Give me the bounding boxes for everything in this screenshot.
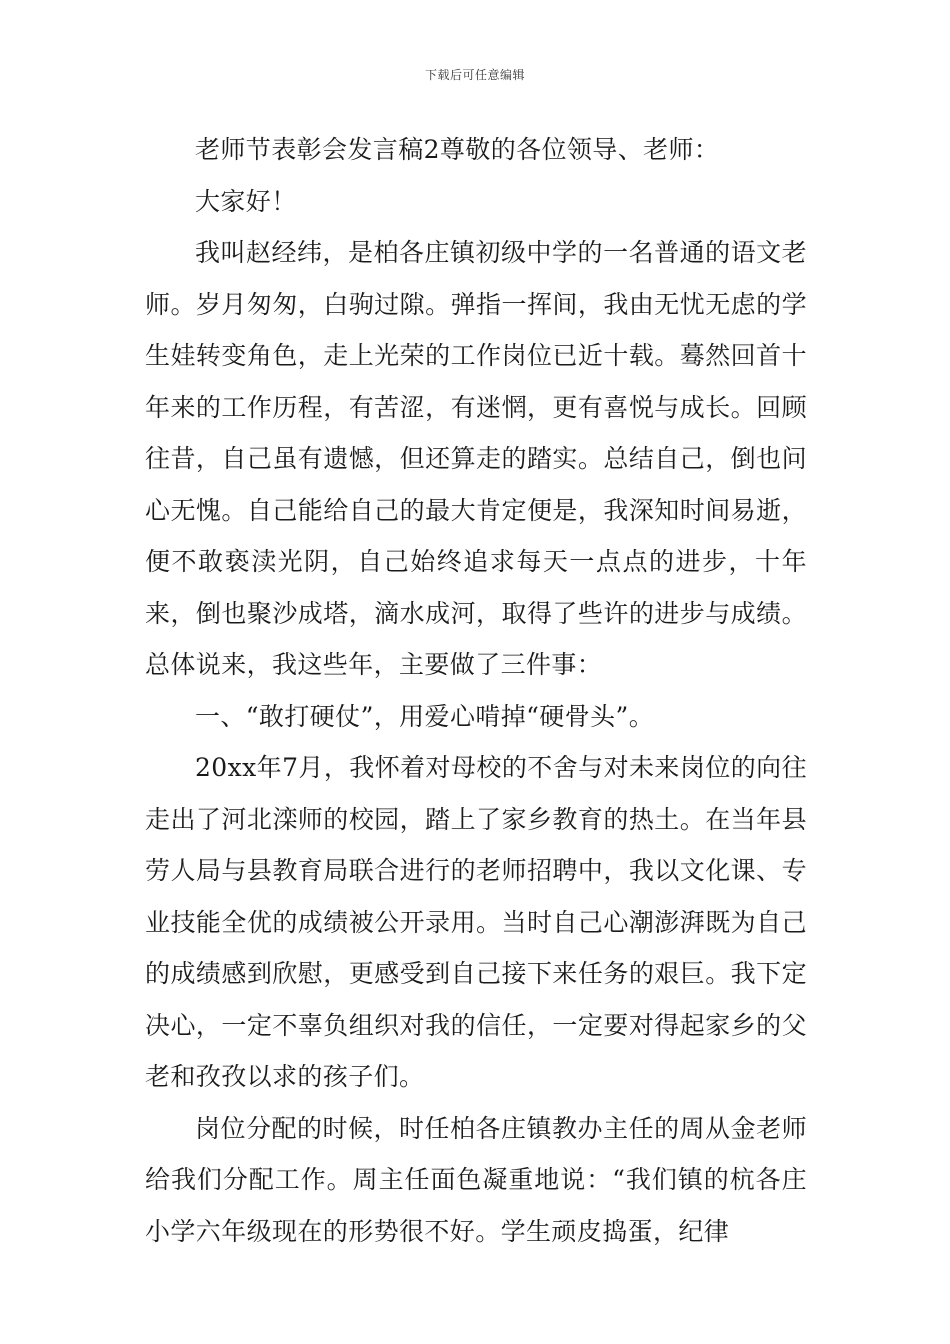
paragraph-assignment: 岗位分配的时候，时任柏各庄镇教办主任的周从金老师给我们分配工作。周主任面色凝重地说：“我们镇的杭各庄小学六年级现在的形势很不好。学生顽皮捣蛋，纪律 (145, 1113, 807, 1246)
paragraph-greeting: 大家好！ (195, 186, 297, 216)
paragraph-recruitment: 20xx年7月，我怀着对母校的不舍与对未来岗位的向往走出了河北滦师的校园，踏上了家乡教育的热土。在当年县劳人局与县教育局联合进行的老师招聘中，我以文化课、专业技能全优的成绩被公开录用。当时自己心潮澎湃既为自己的成绩感到欣慰，更感受到自己接下来任务的艰巨。我下定决心，一定不辜负组织对我的信任，一定要对得起家乡的父老和孜孜以求的孩子们。 (145, 753, 807, 1091)
page-header-note: 下载后可任意编辑 (424, 68, 525, 82)
paragraph-section-heading: 一、“敢打硬仗”，用爱心啃掉“硬骨头”。 (195, 701, 655, 731)
paragraph-title-line: 老师节表彰会发言稿2尊敬的各位领导、老师： (195, 135, 720, 164)
document-body (145, 124, 807, 1257)
paragraph-introduction: 我叫赵经纬，是柏各庄镇初级中学的一名普通的语文老师。岁月匆匆，白驹过隙。弹指一挥间，我由无忧无虑的学生娃转变角色，走上光荣的工作岗位已近十载。蓦然回首十年来的工作历程，有苦涩，有迷惘，更有喜悦与成长。回顾往昔，自己虽有遗憾，但还算走的踏实。总结自己，倒也问心无愧。自己能给自己的最大肯定便是，我深知时间易逝，便不敢亵渎光阴，自己始终追求每天一点点的进步，十年来，倒也聚沙成塔，滴水成河，取得了些许的进步与成绩。总体说来，我这些年，主要做了三件事： (145, 238, 807, 679)
